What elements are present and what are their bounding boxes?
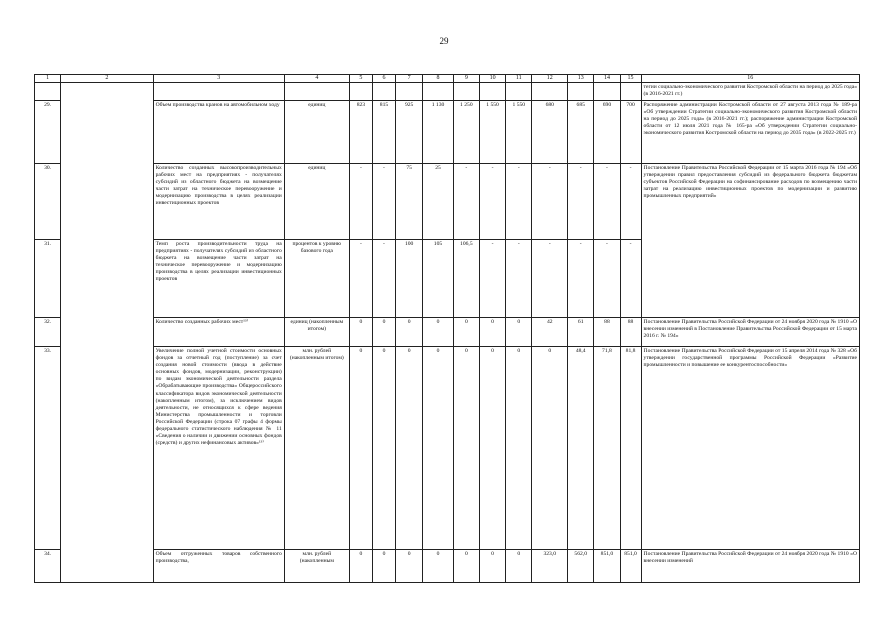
- indicator-cell: Темп роста производительности труда на предприятиях - получателях субсидий из областного бюджета на возмещение части затрат на техническое перевооружение и модернизацию производства в целях реализации инвестиционных проектов: [153, 240, 284, 318]
- value-cell: 700: [620, 101, 641, 164]
- value-cell: -: [506, 164, 532, 240]
- unit-cell: млн. рублей (накопленным итогом): [284, 347, 349, 550]
- row-number: 30.: [35, 164, 61, 240]
- unit-cell: единиц: [284, 164, 349, 240]
- value-cell: 0: [453, 318, 479, 347]
- unit-cell: млн. рублей (накопленным: [284, 550, 349, 583]
- value-cell: 685: [568, 101, 594, 164]
- value-cell: 323,0: [532, 550, 568, 583]
- unit-cell: единиц: [284, 101, 349, 164]
- value-cell: 0: [396, 347, 423, 550]
- value-cell: 0: [423, 347, 453, 550]
- value-cell: -: [372, 240, 395, 318]
- source-cell: Постановление Правительства Российской Федерации от 15 марта 2016 года № 194 «Об утверждении правил предоставления субсидий из федерального бюджета бюджетам субъектов Российской Федерации на софинансирование расходов по возмещению части затрат на реализацию инвестиционных проектов по модернизации и развитию промышленных предприятий»: [641, 164, 859, 318]
- value-cell: 25: [423, 164, 453, 240]
- row-number: 32.: [35, 318, 61, 347]
- value-cell: 0: [479, 318, 505, 347]
- source-cell: Постановление Правительства Российской Федерации от 24 ноября 2020 года № 1910 «О внесении изменений в Постановление Правительства Российской Федерации от 15 марта 2016 г. № 194»: [641, 318, 859, 347]
- value-cell: 0: [372, 550, 395, 583]
- value-cell: -: [594, 164, 620, 240]
- value-cell: 0: [349, 550, 372, 583]
- row-number: 31.: [35, 240, 61, 318]
- value-cell: -: [479, 164, 505, 240]
- header-cell: 9: [453, 75, 479, 83]
- page-number: 29: [439, 36, 449, 46]
- value-cell: 0: [506, 347, 532, 550]
- value-cell: -: [506, 240, 532, 318]
- value-cell: 105: [423, 240, 453, 318]
- value-cell: 0: [372, 347, 395, 550]
- value-cell: 42: [532, 318, 568, 347]
- value-cell: -: [594, 240, 620, 318]
- value-cell: 0: [396, 318, 423, 347]
- value-cell: 100: [396, 240, 423, 318]
- value-cell: 0: [532, 347, 568, 550]
- value-cell: 75: [396, 164, 423, 240]
- source-cell: тегии социально-экономического развития Костромской области на период до 2025 года» (в 2016-2021 гг.): [641, 83, 859, 101]
- header-cell: 3: [153, 75, 284, 83]
- table-row: [35, 550, 860, 583]
- header-cell: 2: [61, 75, 153, 83]
- value-cell: 81,8: [620, 347, 641, 550]
- header-cell: 4: [284, 75, 349, 83]
- value-cell: 88: [594, 318, 620, 347]
- value-cell: 690: [594, 101, 620, 164]
- value-cell: 88: [620, 318, 641, 347]
- value-cell: 823: [349, 101, 372, 164]
- value-cell: 851,0: [594, 550, 620, 583]
- value-cell: 925: [396, 101, 423, 164]
- header-row: [35, 75, 860, 83]
- table-row: [35, 101, 860, 164]
- header-cell: 15: [620, 75, 641, 83]
- value-cell: 562,0: [568, 550, 594, 583]
- source-cell: Распоряжение администрации Костромской области от 27 августа 2013 года № 189-ра «Об утверждении Стратегии социально-экономического развития Костромской области на период до 2025 года» (в 2016-2021 гг.); распоряжение администрации Костромской области от 12 июля 2021 года № 165-ра «Об утверждении Стратегии социально-экономического развития Костромской области на период до 2035 года» (в 2022-2025 гг.): [641, 101, 859, 164]
- value-cell: 0: [349, 318, 372, 347]
- header-cell: 8: [423, 75, 453, 83]
- indicator-cell: Количество созданных высокопроизводительных рабочих мест на предприятиях - получателях субсидий из областного бюджета на возмещение части затрат на техническое перевооружение и модернизацию производства в целях реализации инвестиционных проектов: [153, 164, 284, 240]
- value-cell: -: [372, 164, 395, 240]
- value-cell: 48,4: [568, 347, 594, 550]
- header-cell: 10: [479, 75, 505, 83]
- row-number: 33.: [35, 347, 61, 550]
- value-cell: 0: [423, 550, 453, 583]
- value-cell: 0: [479, 347, 505, 550]
- indicator-cell: Количество созданных рабочих мест¹³⁾: [153, 318, 284, 347]
- value-cell: 1 550: [479, 101, 505, 164]
- header-cell: 14: [594, 75, 620, 83]
- value-cell: -: [568, 164, 594, 240]
- value-cell: -: [479, 240, 505, 318]
- table-row: [35, 347, 860, 550]
- value-cell: 0: [453, 550, 479, 583]
- value-cell: 1 550: [506, 101, 532, 164]
- indicator-cell: Объем производства кранов на автомобильном ходу: [153, 101, 284, 164]
- value-cell: 680: [532, 101, 568, 164]
- header-cell: 11: [506, 75, 532, 83]
- indicators-table: [34, 74, 860, 583]
- value-cell: 0: [396, 550, 423, 583]
- value-cell: 61: [568, 318, 594, 347]
- value-cell: 0: [506, 550, 532, 583]
- header-cell: 12: [532, 75, 568, 83]
- value-cell: 0: [506, 318, 532, 347]
- indicator-cell: Объем отгруженных товаров собственного производства,: [153, 550, 284, 583]
- value-cell: -: [532, 164, 568, 240]
- value-cell: 1 250: [453, 101, 479, 164]
- value-cell: -: [349, 240, 372, 318]
- value-cell: 0: [453, 347, 479, 550]
- value-cell: 0: [349, 347, 372, 550]
- unit-cell: процентов к уровню базового года: [284, 240, 349, 318]
- value-cell: 851,0: [620, 550, 641, 583]
- continuation-row: [35, 83, 860, 101]
- header-cell: 16: [641, 75, 859, 83]
- value-cell: 106,5: [453, 240, 479, 318]
- value-cell: -: [620, 164, 641, 240]
- row-number: 34.: [35, 550, 61, 583]
- value-cell: 1 130: [423, 101, 453, 164]
- header-cell: 7: [396, 75, 423, 83]
- header-cell: 5: [349, 75, 372, 83]
- value-cell: 815: [372, 101, 395, 164]
- header-cell: 13: [568, 75, 594, 83]
- value-cell: -: [568, 240, 594, 318]
- value-cell: -: [453, 164, 479, 240]
- value-cell: -: [349, 164, 372, 240]
- value-cell: 0: [372, 318, 395, 347]
- table-row: [35, 164, 860, 240]
- value-cell: 0: [479, 550, 505, 583]
- indicator-cell: Увеличение полной учетной стоимости основных фондов за отчетный год (поступление) за счет создания новой стоимости (ввода в действие основных фондов, модернизации, реконструкции) по видам экономической деятельности раздела «Обрабатывающие производства» Общероссийского классификатора видов экономической деятельности (накопленным итогом), за исключением видов деятельности, не относящихся к сфере ведения Министерства промышленности и торговли Российской Федерации (строка 07 графы 4 формы федерального статистического наблюдения № 11 «Сведения о наличии и движении основных фондов (средств) и других нефинансовых активов»¹³⁾: [153, 347, 284, 550]
- value-cell: -: [532, 240, 568, 318]
- table-row: [35, 318, 860, 347]
- row-number: 29.: [35, 101, 61, 164]
- value-cell: 71,8: [594, 347, 620, 550]
- value-cell: -: [620, 240, 641, 318]
- header-cell: 1: [35, 75, 61, 83]
- source-cell: Постановление Правительства Российской Федерации от 15 апреля 2014 года № 328 «Об утверждении государственной программы Российской Федерации «Развитие промышленности и повышение ее конкурентоспособности»: [641, 347, 859, 550]
- source-cell: Постановление Правительства Российской Федерации от 24 ноября 2020 года № 1910 «О внесении изменений: [641, 550, 859, 583]
- value-cell: 0: [423, 318, 453, 347]
- group-cell: [61, 83, 153, 583]
- unit-cell: единиц (накопленным итогом): [284, 318, 349, 347]
- header-cell: 6: [372, 75, 395, 83]
